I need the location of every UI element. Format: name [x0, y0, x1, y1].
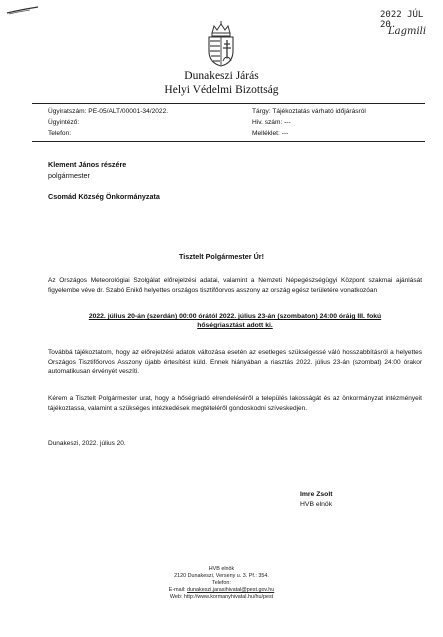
phone-label: Telefon: — [48, 130, 72, 137]
hungarian-coat-of-arms-icon — [204, 21, 238, 67]
date-place: Dunakeszi, 2022. július 20. — [48, 440, 126, 447]
subject: Tárgy: Tájékoztatás várható időjárásról — [252, 108, 366, 115]
footer-address: 2120 Dunakeszi, Verseny u. 3. Pf.: 354. — [174, 573, 269, 579]
recipient-title: polgármester — [48, 171, 90, 180]
footer-email-label: E-mail: — [168, 587, 186, 593]
file-number: Ügyiratszám: PE-05/ALT/00001-34/2022. — [48, 108, 169, 115]
recipient-office: Csomád Község Önkormányzata — [48, 192, 160, 201]
alert-line-1: 2022. július 20-án (szerdán) 00:00 órától 2022. július 23-án (szombaton) 24:00 óráig III. fokú — [88, 313, 382, 320]
alert-line-2: hőségriasztást adott ki. — [197, 322, 273, 329]
footer-role: HVB elnök — [208, 566, 235, 572]
meta-rule — [32, 141, 425, 142]
footer-email-link[interactable]: dunakeszi.jarasihivatal@pest.gov.hu — [187, 587, 275, 593]
header-rule — [32, 103, 425, 104]
footer-web[interactable]: Web: http://www.kormanyhivatal.hu/hu/pest — [169, 594, 274, 600]
pen-mark — [6, 6, 40, 16]
signatory-role: HVB elnök — [300, 501, 333, 508]
footer-email-line — [0, 587, 443, 594]
body-paragraph-2: Továbbá tájékoztatom, hogy az előrejelzési adatok változása esetén az esetleges szükségessé váló hosszabbításról a helyettes Országos Tisztifőorvos Asszony újabb értesítést küld. Ennek hiányában a riasztás 2022. július 23-án (szombat) 24:00 órakor automatikusan érvényét veszíti. — [48, 349, 422, 375]
attachment: Melléklet: --- — [252, 130, 289, 137]
footer-phone: Telefon: — [212, 580, 231, 586]
reference-number: Hiv. szám: --- — [252, 119, 291, 126]
signatory-name: Imre Zsolt — [300, 491, 333, 498]
salutation: Tisztelt Polgármester Úr! — [179, 252, 264, 261]
body-paragraph-1: Az Országos Meteorológiai Szolgálat előrejelzési adatai, valamint a Nemzeti Népegészségügyi Központ szakmai ajánlását figyelembe véve dr. Szabó Enikő helyettes országos tisztifőorvos asszony az ország egész területére vonatkozóan — [48, 277, 422, 294]
org-name: Dunakeszi Járás — [184, 70, 259, 82]
body-paragraph-3: Kérem a Tisztelt Polgármester urat, hogy a hőségriadó elrendeléséről a település lakosságát és az önkormányzat intézményeit tájékoztassa, valamint a szükséges intézkedések megtételéről gondoskodni szíveskedjen. — [48, 395, 422, 412]
recipient-name: Klement János részére — [48, 160, 127, 169]
handwritten-initials: Lagmili — [388, 26, 427, 37]
case-officer: Ügyintéző: — [48, 119, 80, 126]
received-date-stamp: 2022 JÚL 20. — [380, 10, 424, 30]
org-subname: Helyi Védelmi Bizottság — [164, 84, 279, 96]
